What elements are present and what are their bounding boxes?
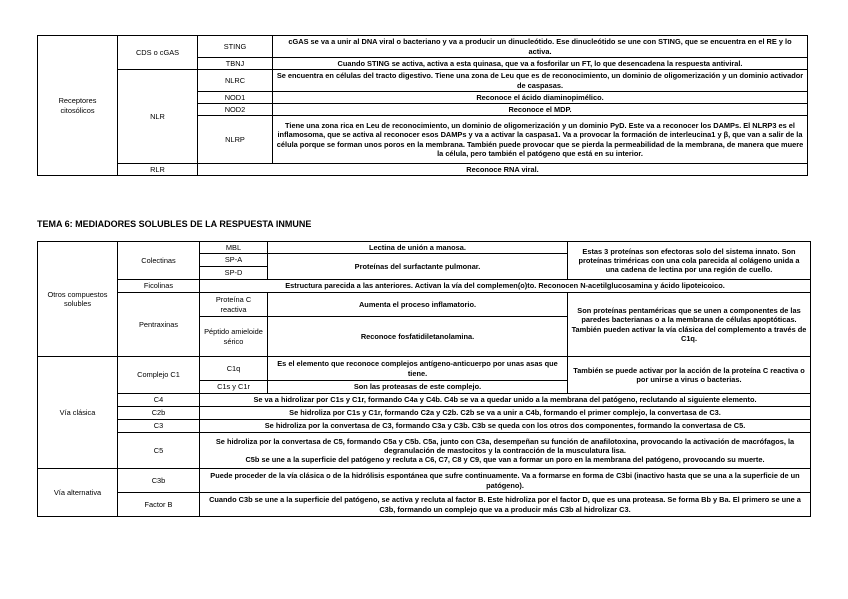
otros-label: Otros compuestos solubles [38, 242, 118, 357]
colectinas-note: Estas 3 proteínas son efectoras solo del sistema innato. Son proteínas triméricas con una cola parecida al colágeno unida a una cadena de lectina por una región de cuello. [568, 242, 811, 280]
complejo-c1-label: Complejo C1 [118, 357, 200, 394]
nod2-desc: Reconoce el MDP. [273, 104, 808, 116]
nod1-desc: Reconoce el ácido diaminopimélico. [273, 92, 808, 104]
nod1-label: NOD1 [198, 92, 273, 104]
pcr-desc: Aumenta el proceso inflamatorio. [268, 293, 568, 317]
rlr-desc: Reconoce RNA viral. [198, 164, 808, 176]
sting-desc: cGAS se va a unir al DNA viral o bacteriano y va a producir un dinucleótido. Ese dinucleótido se une con STING, que se encuentra en el RE y lo activa. [273, 36, 808, 58]
amiloide-desc: Reconoce fosfatidiletanolamina. [268, 317, 568, 357]
mbl-label: MBL [200, 242, 268, 254]
pentraxinas-note: Son proteínas pentaméricas que se unen a componentes de las paredes bacterianas o a la membrana de células apoptóticas. También pueden activar la vía clásica del complemento a través de C1q. [568, 293, 811, 357]
mbl-desc: Lectina de unión a manosa. [268, 242, 568, 254]
group-label: Receptores citosólicos [38, 36, 118, 176]
tbnj-desc: Cuando STING se activa, activa a esta quinasa, que va a fosforilar un FT, lo que desencadena la respuesta antiviral. [273, 58, 808, 70]
c4-desc: Se va a hidrolizar por C1s y C1r, formando C4a y C4b. C4b se va a quedar unido a la membrana del patógeno, reclutando al siguiente elemento. [200, 394, 811, 407]
c5-label: C5 [118, 433, 200, 469]
c1q-desc: Es el elemento que reconoce complejos antígeno-anticuerpo por unas asas que tiene. [268, 357, 568, 381]
colectinas-label: Colectinas [118, 242, 200, 280]
sting-label: STING [198, 36, 273, 58]
ficolinas-label: Ficolinas [118, 280, 200, 293]
spa-label: SP-A [200, 254, 268, 267]
pcr-label: Proteína C reactiva [200, 293, 268, 317]
c1-note: También se puede activar por la acción de la proteína C reactiva o por unirse a virus o bacterias. [568, 357, 811, 394]
nod2-label: NOD2 [198, 104, 273, 116]
rlr-label: RLR [118, 164, 198, 176]
c3b-label: C3b [118, 469, 200, 493]
c3-label: C3 [118, 420, 200, 433]
sp-desc: Proteínas del surfactante pulmonar. [268, 254, 568, 280]
c3-desc: Se hidroliza por la convertasa de C3, formando C3a y C3b. C3b se queda con los otros dos componentes, formando la convertasa de C5. [200, 420, 811, 433]
factorb-label: Factor B [118, 493, 200, 517]
cds-group-label: CDS o cGAS [118, 36, 198, 70]
pentraxinas-label: Pentraxinas [118, 293, 200, 357]
ficolinas-desc: Estructura parecida a las anteriores. Activan la vía del complemen(o)to. Reconocen N-acetilglucosamina y ácido lipoteicoico. [200, 280, 811, 293]
cytosolic-receptors-table [37, 35, 808, 176]
c4-label: C4 [118, 394, 200, 407]
c1s-label: C1s y C1r [200, 381, 268, 394]
c5-desc-line1: Se hidroliza por la convertasa de C5, formando C5a y C5b. C5a, junto con C3a, desempeñan su función de anafilotoxina, provocando la activación de macrófagos, la degranulación de mastocitos y la contracción de la musculatura lisa. [215, 436, 795, 455]
tbnj-label: TBNJ [198, 58, 273, 70]
via-alternativa-label: Vía alternativa [38, 469, 118, 517]
factorb-desc: Cuando C3b se une a la superficie del patógeno, se activa y recluta al factor B. Este hidroliza por el factor D, que es una proteasa. Se forma Bb y Ba. El primero se une a C3b, formando un complejo que va a producir más C3b al hidrolizar C3. [200, 493, 811, 517]
via-clasica-label: Vía clásica [38, 357, 118, 469]
c5-desc [200, 433, 811, 469]
spd-label: SP-D [200, 267, 268, 280]
c1q-label: C1q [200, 357, 268, 381]
nlr-group-label: NLR [118, 70, 198, 164]
c3b-desc: Puede proceder de la vía clásica o de la hidrólisis espontánea que sufre continuamente. Va a formarse en forma de C3bi (inactivo hasta que se una a la superficie de un patógeno). [200, 469, 811, 493]
c2b-label: C2b [118, 407, 200, 420]
nlrp-label: NLRP [198, 116, 273, 164]
nlrc-desc: Se encuentra en células del tracto digestivo. Tiene una zona de Leu que es de reconocimiento, un dominio de oligomerización y un dominio activador de caspasas. [273, 70, 808, 92]
section-heading: TEMA 6: MEDIADORES SOLUBLES DE LA RESPUESTA INMUNE [37, 219, 312, 229]
amiloide-label: Péptido amieloide sérico [200, 317, 268, 357]
nlrc-label: NLRC [198, 70, 273, 92]
c2b-desc: Se hidroliza por C1s y C1r, formando C2a y C2b. C2b se va a unir a C4b, formando el primer complejo, la convertasa de C3. [200, 407, 811, 420]
c5-desc-line2: C5b se une a la superficie del patógeno y recluta a C6, C7, C8 y C9, que van a formar un poro en la membrana del patógeno, provocando su muerte. [245, 455, 765, 465]
soluble-mediators-table [37, 241, 811, 517]
c1s-desc: Son las proteasas de este complejo. [268, 381, 568, 394]
nlrp-desc: Tiene una zona rica en Leu de reconocimiento, un dominio de oligomerización y un dominio PyD. Este va a reconocer los DAMPs. El NLRP3 es el inflamosoma, que se activa al reconocer esos DAMPs y va a activar la caspasa1. Va a provocar la formación de interleucina1 y β, que van a salir de la célula porque se forman unos poros en la membrana. También puede provocar que se pierda la permeabilidad de la membrana, de manera que muere la célula, pero también el patógeno que está en su interior. [273, 116, 808, 164]
